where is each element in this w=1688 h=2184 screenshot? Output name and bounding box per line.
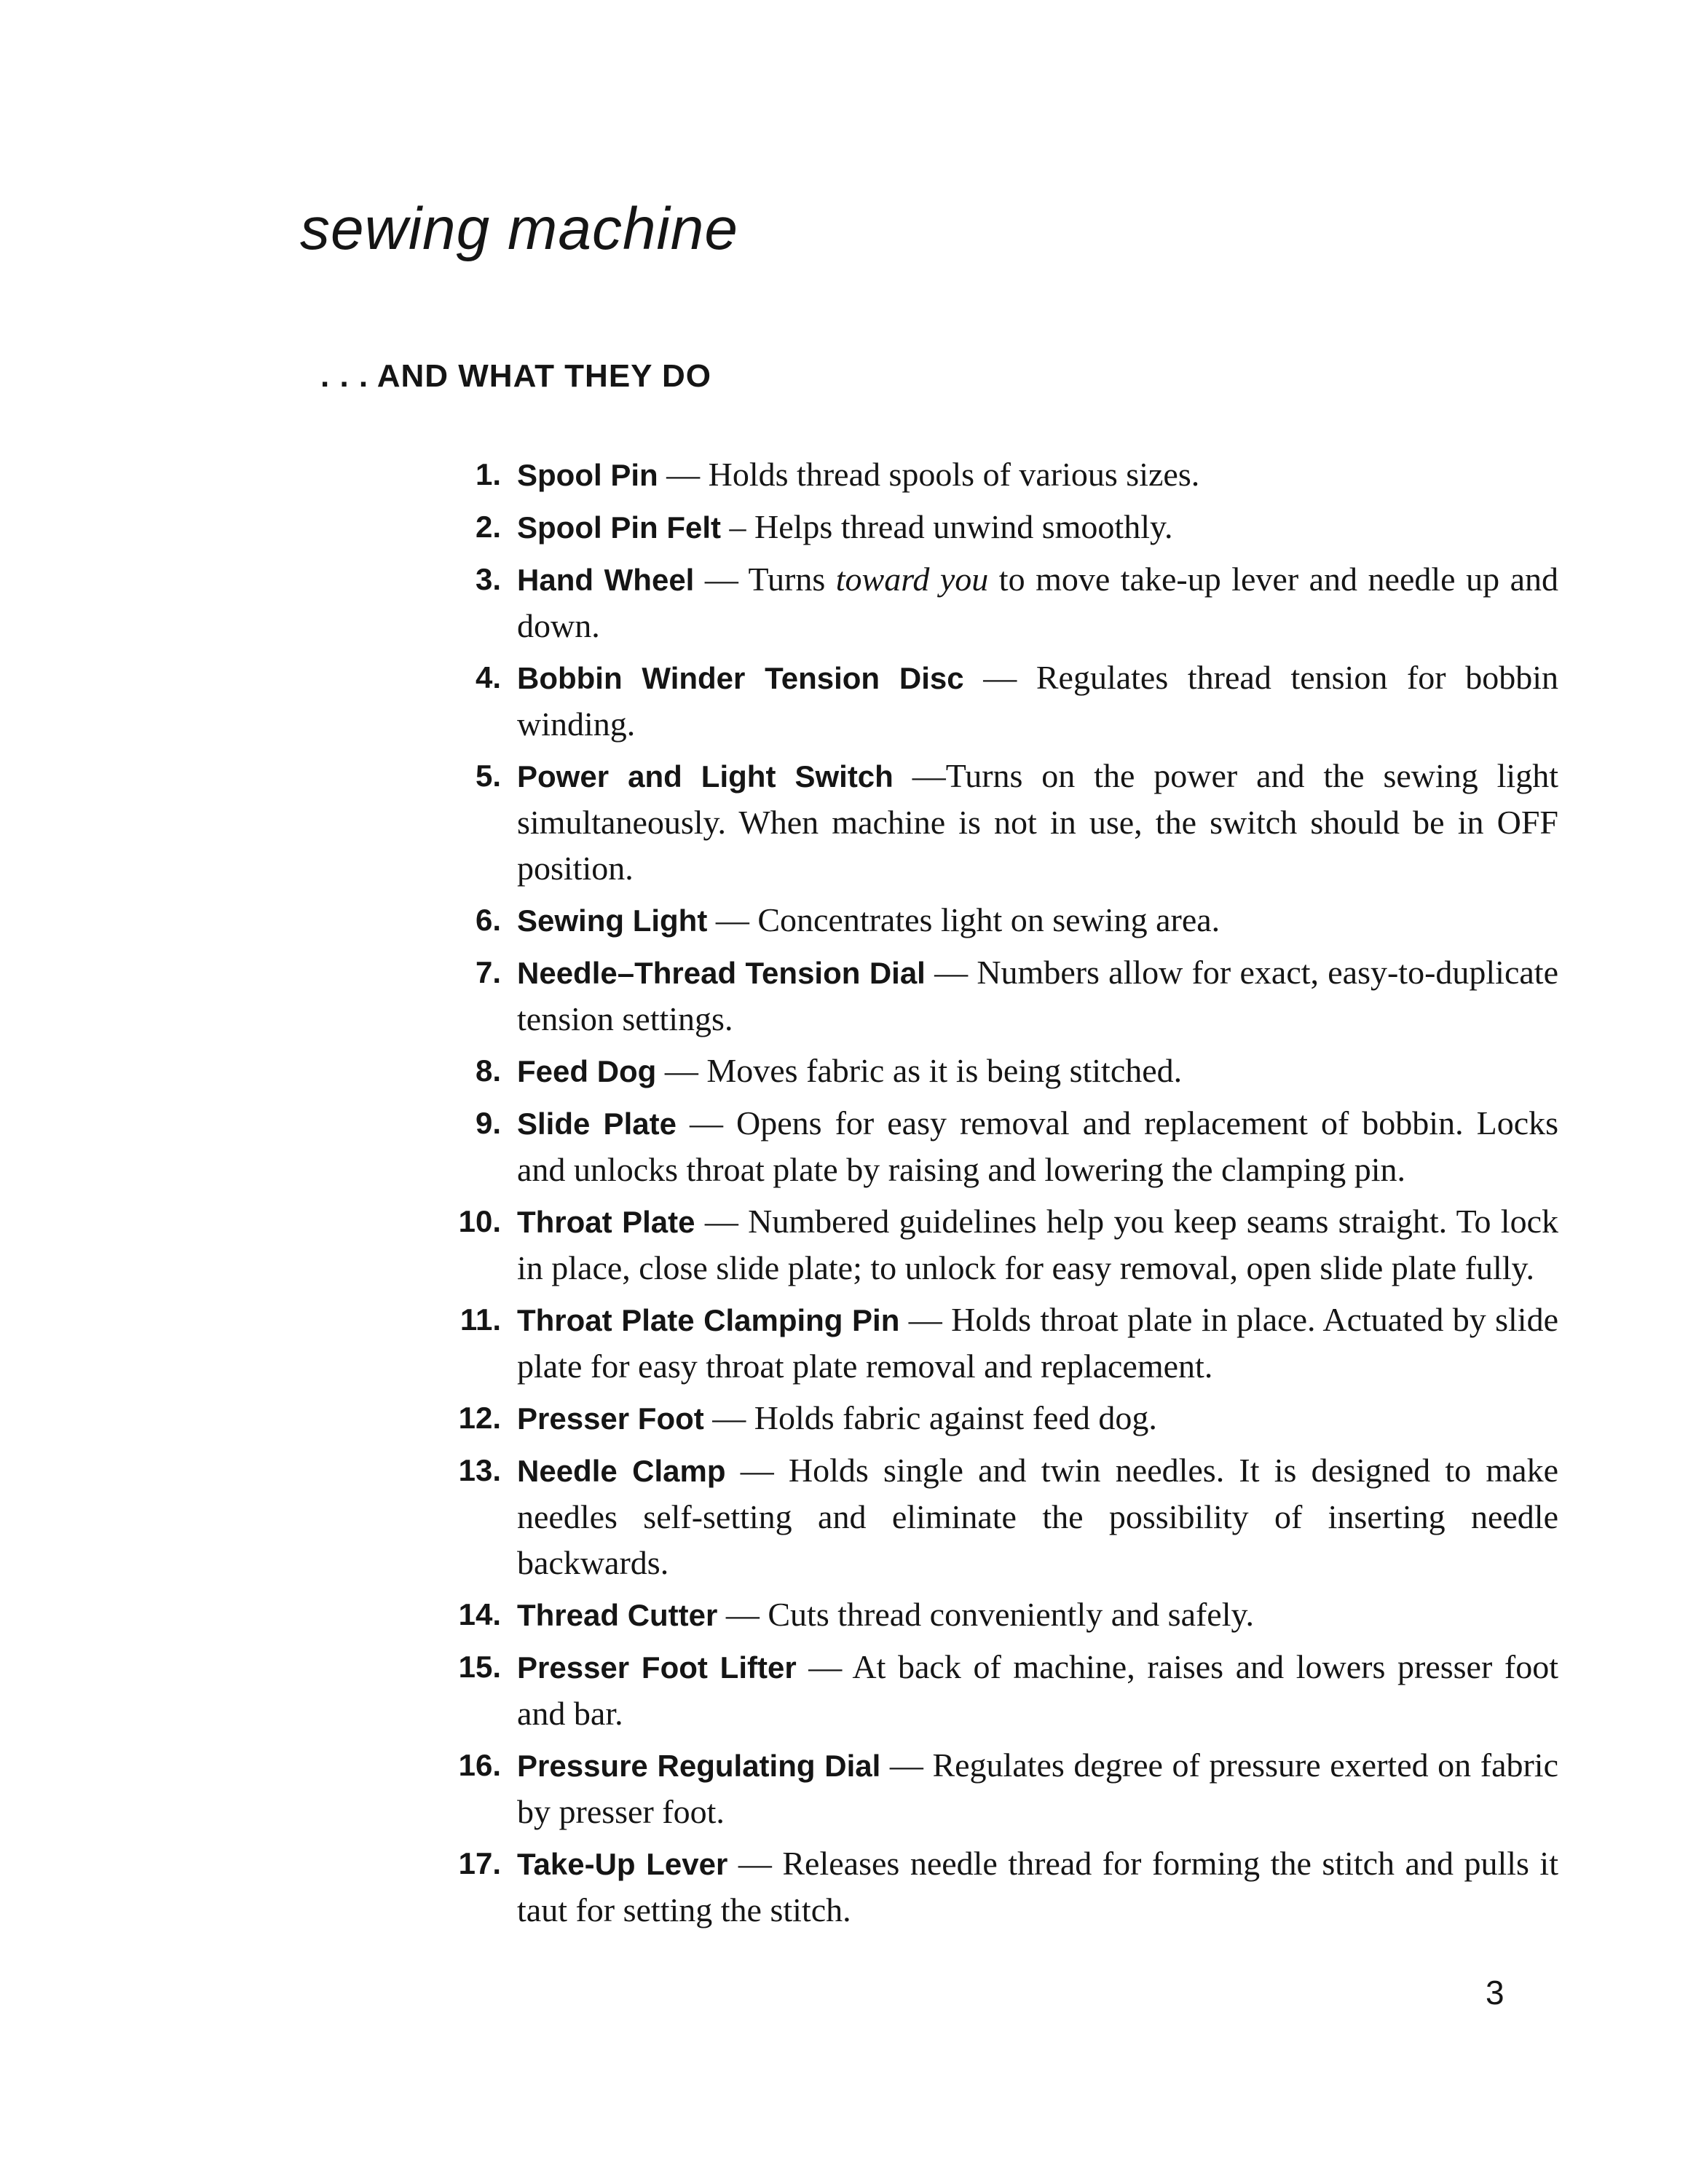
item-body	[517, 1297, 1558, 1389]
part-name: Throat Plate	[517, 1205, 695, 1239]
item-number: 14.	[458, 1597, 501, 1631]
separator-dash: —	[703, 1399, 754, 1436]
part-description: Holds single and twin needles. It is designed to make needles self-setting and eliminate the possibility of inserting needle backwards.	[517, 1452, 1558, 1581]
part-description: Turns on the power and the sewing light simultaneously. When machine is not in use, the switch should be in OFF position.	[517, 757, 1558, 887]
item-number: 6.	[475, 903, 501, 937]
part-name: Slide Plate	[517, 1107, 677, 1141]
item-body	[517, 1198, 1558, 1291]
separator-dash: —	[695, 1203, 749, 1240]
separator-dash: —	[796, 1648, 853, 1685]
item-number: 17.	[458, 1846, 501, 1880]
part-description: Concentrates light on sewing area.	[757, 901, 1220, 938]
part-name: Throat Plate Clamping Pin	[517, 1303, 900, 1337]
item-number: 1.	[475, 457, 501, 491]
list-item	[444, 1644, 1558, 1736]
part-description: Holds throat plate in place. Actuated by slide plate for easy throat plate removal and replacement.	[517, 1301, 1559, 1385]
part-description: Holds thread spools of various sizes.	[708, 456, 1200, 493]
part-name: Feed Dog	[517, 1054, 657, 1088]
list-item	[444, 897, 1558, 943]
part-name: Presser Foot Lifter	[517, 1650, 797, 1685]
list-item	[444, 1198, 1558, 1291]
item-body	[517, 1644, 1558, 1736]
part-description: Numbers allow for exact, easy-to-duplicate tension settings.	[517, 954, 1558, 1037]
list-item	[444, 1591, 1558, 1638]
item-body	[517, 949, 1558, 1042]
part-description: At back of machine, raises and lowers presser foot and bar.	[517, 1648, 1558, 1732]
item-number: 5.	[475, 759, 501, 793]
item-body	[517, 1742, 1558, 1835]
part-description: Holds fabric against feed dog.	[754, 1399, 1157, 1436]
item-body	[517, 897, 1558, 943]
list-item	[444, 949, 1558, 1042]
item-body	[517, 504, 1558, 550]
part-name: Presser Foot	[517, 1401, 704, 1436]
page-title: sewing machine	[300, 196, 738, 262]
part-description: Numbered guidelines help you keep seams straight. To lock in place, close slide plate; to unlock for easy removal, open slide plate fully.	[517, 1203, 1558, 1286]
separator-dash: —	[676, 1104, 737, 1142]
separator-dash: —	[656, 1052, 707, 1089]
list-item	[444, 1742, 1558, 1835]
item-body	[517, 451, 1558, 498]
item-body	[517, 1447, 1558, 1586]
part-name: Thread Cutter	[517, 1598, 718, 1632]
item-number: 3.	[475, 562, 501, 596]
item-body	[517, 1395, 1558, 1441]
item-number: 11.	[460, 1302, 501, 1337]
separator-dash: —	[963, 659, 1036, 696]
part-name: Bobbin Winder Tension Disc	[517, 661, 964, 695]
list-item	[444, 654, 1558, 747]
item-body	[517, 1048, 1558, 1094]
emphasized-text: toward you	[835, 561, 989, 598]
separator-dash: —	[925, 954, 977, 991]
separator-dash: —	[880, 1746, 933, 1784]
item-number: 7.	[475, 955, 501, 989]
part-name: Spool Pin	[517, 458, 658, 492]
page-number: 3	[1486, 1974, 1504, 2011]
part-name: Pressure Regulating Dial	[517, 1749, 881, 1783]
item-number: 12.	[458, 1401, 501, 1435]
list-item	[444, 1447, 1558, 1586]
item-body	[517, 556, 1558, 649]
part-description: to move take-up lever and needle up and down.	[517, 561, 1559, 644]
list-item	[444, 1840, 1558, 1933]
parts-list	[444, 451, 1558, 1939]
separator-dash: —	[658, 456, 709, 493]
part-description: Cuts thread conveniently and safely.	[768, 1596, 1255, 1633]
part-name: Needle–Thread Tension Dial	[517, 956, 926, 990]
item-body	[517, 1100, 1558, 1192]
item-number: 15.	[458, 1650, 501, 1684]
part-name: Take-Up Lever	[517, 1847, 728, 1881]
item-body	[517, 1591, 1558, 1638]
list-item	[444, 1048, 1558, 1094]
separator-dash: —	[707, 901, 758, 938]
separator-dash: —	[725, 1452, 789, 1489]
part-description: Helps thread unwind smoothly.	[754, 508, 1173, 545]
item-body	[517, 753, 1558, 891]
separator-dash: —	[694, 561, 749, 598]
separator-dash: —	[893, 757, 946, 794]
part-description: Regulates thread tension for bobbin winding.	[517, 659, 1559, 743]
part-name: Hand Wheel	[517, 563, 695, 597]
part-description: Opens for easy removal and replacement of bobbin. Locks and unlocks throat plate by raising and lowering the clamping pin.	[517, 1104, 1559, 1188]
list-item	[444, 1395, 1558, 1441]
item-number: 8.	[475, 1053, 501, 1088]
separator-dash: –	[721, 508, 754, 545]
part-name: Needle Clamp	[517, 1454, 726, 1488]
part-description: Regulates degree of pressure exerted on fabric by presser foot.	[517, 1746, 1559, 1830]
item-number: 9.	[475, 1106, 501, 1140]
item-body	[517, 654, 1558, 747]
item-number: 4.	[475, 660, 501, 695]
part-description: Moves fabric as it is being stitched.	[706, 1052, 1183, 1089]
section-heading: . . . AND WHAT THEY DO	[320, 358, 711, 394]
separator-dash: —	[727, 1845, 783, 1882]
item-number: 2.	[475, 510, 501, 544]
item-number: 10.	[458, 1204, 501, 1238]
list-item	[444, 504, 1558, 550]
list-item	[444, 1297, 1558, 1389]
separator-dash: —	[717, 1596, 768, 1633]
separator-dash: —	[899, 1301, 952, 1338]
item-body	[517, 1840, 1558, 1933]
part-name: Sewing Light	[517, 903, 708, 938]
list-item	[444, 451, 1558, 498]
item-number: 13.	[458, 1453, 501, 1487]
part-name: Spool Pin Felt	[517, 510, 721, 545]
part-name: Power and Light Switch	[517, 759, 894, 794]
list-item	[444, 556, 1558, 649]
item-number: 16.	[458, 1748, 501, 1782]
list-item	[444, 753, 1558, 891]
part-description: Turns	[748, 561, 836, 598]
part-description: Releases needle thread for forming the stitch and pulls it taut for setting the stitch.	[517, 1845, 1558, 1928]
list-item	[444, 1100, 1558, 1192]
